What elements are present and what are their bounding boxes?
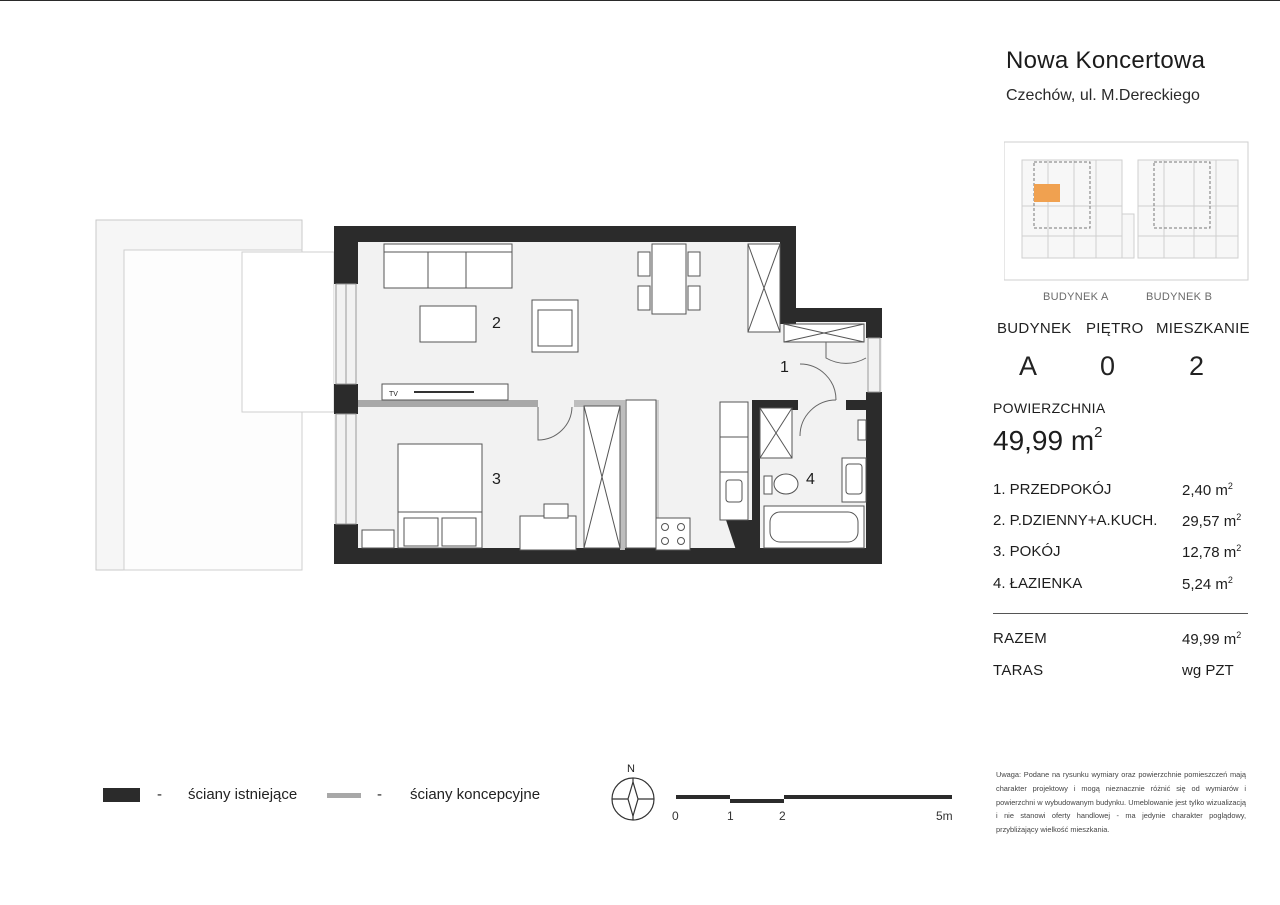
header-floor: PIĘTRO [1086,320,1144,337]
value-apartment: 2 [1189,351,1205,381]
building-key-plan [1004,140,1250,284]
room-area-value: 2,40 m [1182,482,1228,499]
room-area-sup: 2 [1227,481,1233,491]
legend-dash-2: - [377,786,382,803]
summary-terrace-value: wg PZT [1182,662,1234,679]
summary-total [1182,630,1241,648]
total-area [993,425,1103,457]
key-plan-building-a-label: BUDYNEK A [1043,291,1109,303]
selected-apartment-highlight [1034,184,1060,202]
tv-label: TV [389,391,398,398]
project-address: Czechów, ul. M.Dereckiego [1006,87,1200,104]
terrace [96,220,334,570]
scale-label-5m: 5m [936,809,953,823]
room-area [1182,481,1233,499]
value-building: A [1019,351,1038,381]
room-area [1182,512,1241,530]
summary-total-value: 49,99 m [1182,631,1237,648]
legend-existing-walls-label: ściany istniejące [188,786,298,803]
compass [612,763,654,820]
legend-existing-wall-swatch [103,788,140,802]
project-title: Nowa Koncertowa [1006,47,1206,74]
room-area-value: 12,78 m [1182,544,1237,561]
room-number-4: 4 [806,471,815,488]
legend-concept-wall-swatch [327,793,361,798]
scale-bar [676,795,952,803]
room-area-value: 5,24 m [1182,576,1228,593]
room-area-sup: 2 [1236,512,1242,522]
key-plan-building-b-label: BUDYNEK B [1146,291,1213,303]
header-apartment: MIESZKANIE [1156,320,1250,337]
room-area-value: 29,57 m [1182,513,1237,530]
disclaimer-note: Uwaga: Podane na rysunku wymiary oraz powierzchnie pomieszczeń mają charakter projektowy i mogą nieznacznie różnić się od wymiarów i powierzchni w wybudowanym budynku. Umeblowanie jest tylko wizualizacją i nie stanowi oferty handlowej - ma jedynie charakter poglądowy, przybliżający wielkość mieszkania. [996,770,1246,835]
summary-terrace-label: TARAS [993,662,1044,679]
scale-label-2: 2 [779,809,786,823]
room-name: 2. P.DZIENNY+A.KUCH. [993,512,1158,529]
total-area-value: 49,99 m [993,425,1095,456]
room-area [1182,575,1233,593]
scale-label-1: 1 [727,809,734,823]
room-row [993,543,1248,560]
room-number-2: 2 [492,315,501,332]
room-name: 1. PRZEDPOKÓJ [993,481,1112,498]
summary-divider [993,613,1248,614]
compass-north-label: N [627,763,635,775]
room-name: 4. ŁAZIENKA [993,575,1083,592]
scale-label-0: 0 [672,809,679,823]
value-floor: 0 [1100,351,1116,381]
summary-total-label: RAZEM [993,630,1047,647]
room-area-sup: 2 [1236,543,1242,553]
header-building: BUDYNEK [997,320,1072,337]
legend-dash-1: - [157,786,162,803]
room-name: 3. POKÓJ [993,543,1061,560]
room-area [1182,543,1241,561]
area-label: POWIERZCHNIA [993,400,1106,416]
summary-total-sup: 2 [1236,630,1242,640]
total-area-unit-sup: 2 [1094,423,1103,441]
room-number-1: 1 [780,359,789,376]
legend-concept-walls-label: ściany koncepcyjne [410,786,541,803]
room-number-3: 3 [492,471,501,488]
room-row [993,481,1248,498]
room-row [993,575,1248,592]
room-row [993,512,1248,529]
room-area-sup: 2 [1227,575,1233,585]
